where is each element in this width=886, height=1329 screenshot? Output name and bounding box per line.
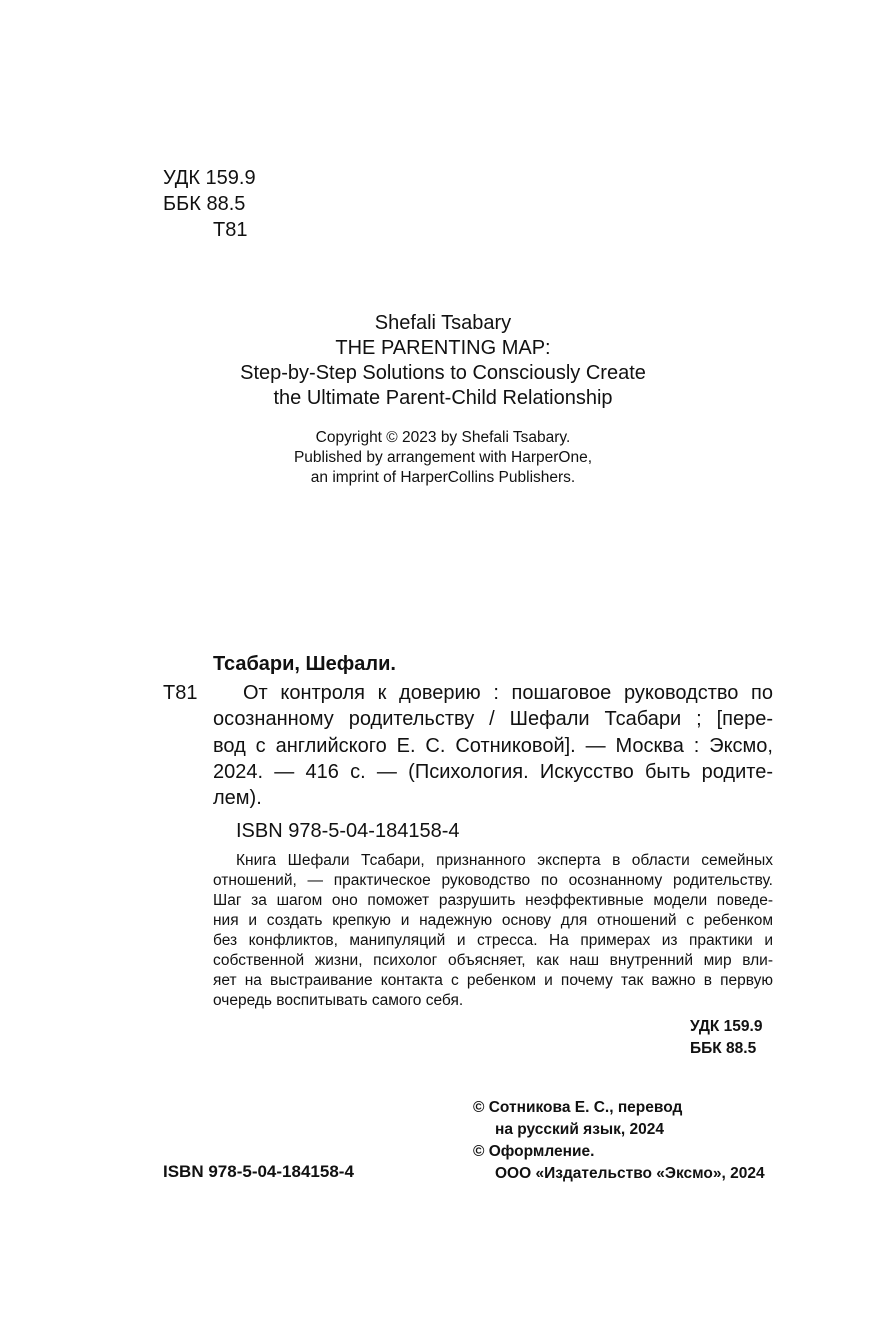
original-title-block [0, 311, 886, 411]
bottom-bbk-code: ББК 88.5 [690, 1040, 757, 1057]
original-title-line: the Ultimate Parent-Child Relationship [273, 387, 613, 409]
original-copyright-line: Copyright © 2023 by Shefali Tsabary. [315, 429, 571, 446]
original-title-line: Step-by-Step Solutions to Consciously Create [240, 362, 646, 384]
author-heading: Тсабари, Шефали. [213, 653, 396, 675]
udk-code: УДК 159.9 [163, 167, 256, 189]
bottom-udk-code: УДК 159.9 [690, 1018, 763, 1035]
bib-isbn: ISBN 978-5-04-184158-4 [236, 820, 460, 842]
bib-description-line: лем). [213, 787, 262, 809]
annotation-line: отношений, — практическое руководство по осознанному родительству. [213, 872, 773, 889]
annotation-line: яет на выстраивание контакта с ребенком и почему так важно в первую [213, 972, 773, 989]
annotation-line: очередь воспитывать самого себя. [213, 992, 464, 1009]
annotation-line: ния и создать крепкую и надежную основу для отношений с ребенком [213, 912, 773, 929]
bbk-code: ББК 88.5 [163, 193, 246, 215]
annotation-line: без конфликтов, манипуляций и стресса. На примерах из практики и [213, 932, 773, 949]
author-mark-code: Т81 [213, 219, 248, 241]
original-author: Shefali Tsabary [374, 312, 512, 334]
bib-description-line: 2024. — 416 с. — (Психология. Искусство быть родите- [213, 761, 773, 783]
original-copyright-block [0, 428, 886, 488]
bib-description-line: вод с английского Е. С. Сотниковой]. — Москва : Эксмо, [213, 735, 773, 757]
bib-description-line: осознанному родительству / Шефали Тсабари ; [пере- [213, 708, 773, 730]
bib-description-line: От контроля к доверию : пошаговое руководство по [243, 682, 773, 704]
bottom-isbn: ISBN 978-5-04-184158-4 [163, 1162, 354, 1181]
bib-author-mark: Т81 [163, 682, 198, 704]
copyright-line: © Оформление. [473, 1143, 595, 1160]
original-title-line: THE PARENTING MAP: [335, 337, 551, 359]
copyright-line: © Сотникова Е. С., перевод [473, 1099, 683, 1116]
copyright-line: на русский язык, 2024 [495, 1121, 664, 1138]
original-copyright-line: Published by arrangement with HarperOne, [293, 449, 593, 466]
original-copyright-line: an imprint of HarperCollins Publishers. [310, 469, 576, 486]
annotation-line: собственной жизни, психолог объясняет, как наш внутренний мир вли- [213, 952, 773, 969]
annotation-line: Шаг за шагом оно поможет разрушить неэффективные модели поведе- [213, 892, 773, 909]
copyright-line: ООО «Издательство «Эксмо», 2024 [495, 1165, 765, 1182]
annotation-line: Книга Шефали Тсабари, признанного эксперта в области семейных [236, 852, 773, 869]
